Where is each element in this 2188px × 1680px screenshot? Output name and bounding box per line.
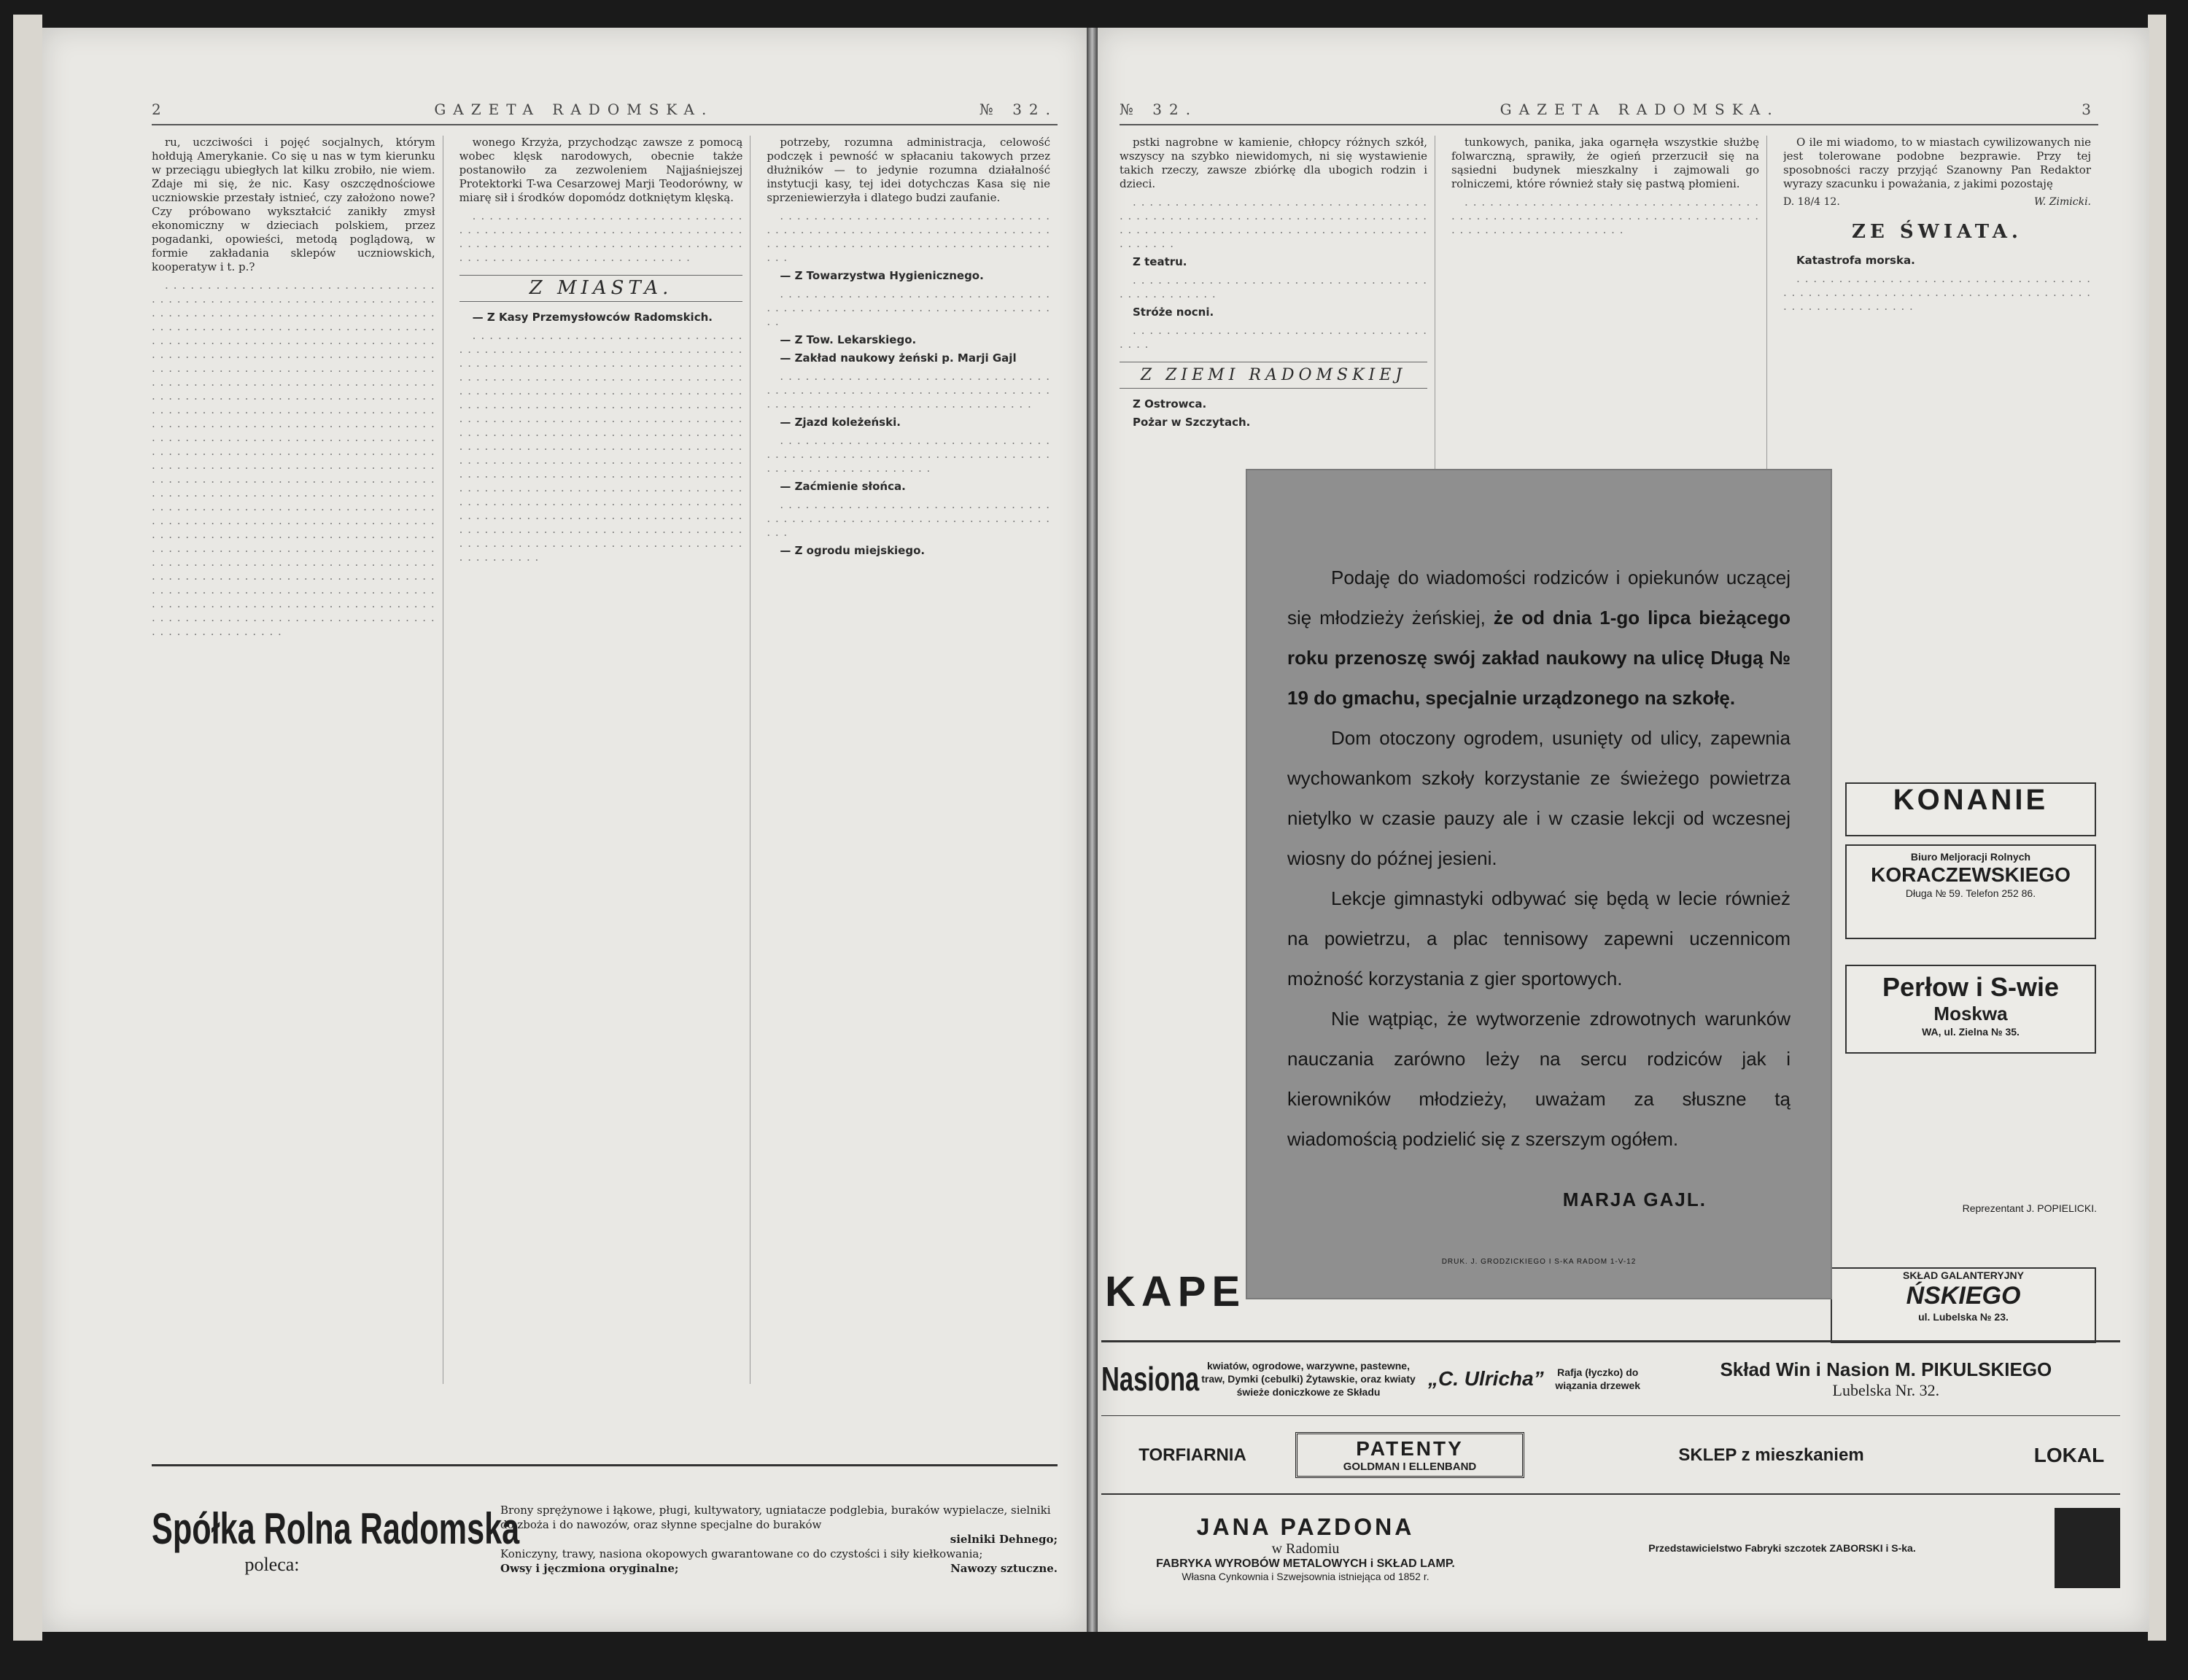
- headline-z-ostrowca: Z Ostrowca.: [1133, 397, 1207, 411]
- ad-line-2: sielniki Dehnego;: [950, 1533, 1058, 1546]
- headline-z-teatru: Z teatru.: [1133, 255, 1187, 268]
- left-col1-paragraph: ru, uczciwości i pojęć socjalnych, którym hołdują Amerykanie. Co się u nas w tym kierunku w przeciągu ubiegłych lat kilku zrobiło, nie wiem. Zdaje mi się, że nic. Kasy oszczędnościowe uczniowskie przestały istnieć, czy założono nowe? Czy próbowano wykształcić zanikły zmysł ekonomiczny w dzieciach polskiem, przez pogadanki, opowieści, metodą poglądową, w formie zakładania sklepów uczniowskich, kooperatyw i t. p.?: [152, 136, 435, 273]
- spolka-rolna-brand-block: [152, 1504, 520, 1576]
- ad-nasiona: Nasiona: [1101, 1360, 1200, 1398]
- left-page: [42, 28, 1087, 1632]
- left-column-3: [767, 136, 1058, 1384]
- notice-printer-line: DRUK. J. GRODZICKIEGO I S-KA RADOM 1-V-12: [1441, 1258, 1637, 1266]
- section-z-miasta: Z MIASTA.: [459, 275, 743, 302]
- ad-zaborski: Przedstawicielstwo Fabryki szczotek ZABORSKI i S-ka.: [1648, 1542, 1916, 1554]
- left-column-2: [459, 136, 751, 1384]
- spolka-rolna-text: [500, 1503, 1058, 1576]
- issue-number-left: № 32.: [979, 101, 1058, 118]
- left-col3-body-5: . . . . . . . . . . . . . . . . . . . . . . . . . . . . . . . . . . . . . . . . . . . . . . . . . . . . . . . . . . . . . . . . . . . . .: [767, 498, 1051, 539]
- left-col3-body-3: . . . . . . . . . . . . . . . . . . . . . . . . . . . . . . . . . . . . . . . . . . . . . . . . . . . . . . . . . . . . . . . . . . . . . . . . . . . . . . . . . . . . . . . . . . . . . . . . . .: [767, 370, 1051, 411]
- ad-galanteryjny: [1831, 1267, 2096, 1343]
- ad-pikulski-1: Skład Win i Nasion M. PIKULSKIEGO: [1720, 1358, 2052, 1380]
- left-running-head: [152, 101, 1058, 125]
- ad-meljoracji-3: Długa № 59. Telefon 252 86.: [1905, 887, 2036, 899]
- right-col2-paragraph: tunkowych, panika, jaka ogarnęła wszystkie służbę folwarczną, sprawiły, że ogień przerzucił się na sąsiedni budynek mieszkalny i zajmowali go rolniczemi, które również stały się pastwą płomieni.: [1451, 136, 1759, 190]
- left-col1-body: . . . . . . . . . . . . . . . . . . . . . . . . . . . . . . . . . . . . . . . . . . . . . . . . . . . . . . . . . . . . . . . . . . . . . . . . . . . . . . . . . . . . . . . . . . . . . . . . . . . . . . . . . . . . . . . . . . . . . . . . . . . . . . . . . . . . . . . . . . . . . . . . . . . . . . . . . . . . . . . . . . . . . . . . . . . . . . . . . . . . . . . . . . . . . . . . . . . . . . . . . . . . . . . . . . . . . . . . . . . . . . . . . . . . . . . . . . . . . . . . . . . . . . . . . . . . . . . . . . . . . . . . . . . . . . . . . . . . . . . . . . . . . . . . . . . . . . . . . . . . . . . . . . . . . . . . . . . . . . . . . . . . . . . . . . . . . . . . . . . . . . . . . . . . . . . . . . . . . . . . . . . . . . . . . . . . . . . . . . . . . . . . . . . . . . . . . . . . . . . . . . . . . . . . . . . . . . . . . . . . . . . . . . . . . . . . . . . . . . . . . . . . . . . . . . . . . . . . . . . . . . . . . . . . . . . . . . . . . . . . . . . . . . . . . . . . . . . . . . . . . . . . . . . . . . . . . . . . . . . . . . . . . . . . . . . . . . . . . . . . . . . . . . . . . . . . . . . . . . . . . . . . . . . . . . . . . . . . . . . . . . . . . . . . . . . . . . . . . . . . . . . . . . . . . . . . . . . . . . . . . . . . . . . . . . . . . . . . . . . . . . . . . . . . . . . . . . . . . . . . . . . . . . . . . . . . . . . . . . . . . . . . . . . . . . . . . . . . . . . . . . . . . . . . . . . . . . . . . . . . . . . . . . . . . . . . . . . . . . . . . . . . . . . . . . . . . . . . . . . . . . . . . . . . . . . . . . . . . . . . . . . . . . . . . . . . . . . . . . . . . . . . . . . . . . . . . . . . . . . . . . . . . . . . . . . . . . . . . . . . . . . . . . . . . . . . . . . . . . . . . . . .: [152, 279, 435, 638]
- headline-ogrod-miejski: — Z ogrodu miejskiego.: [780, 544, 926, 557]
- headline-stroze-nocni: Stróże nocni.: [1133, 306, 1214, 319]
- right-col3-paragraph: O ile mi wiadomo, to w miastach cywilizowanych nie jest tolerowane podobne bezprawie. Przy tej sposobności raczy przyjąć Szanowny Pan Redaktor wyrazy szacunku i poważania, z jakimi pozostaję: [1783, 136, 2091, 190]
- headline-tow-lekarskiego: — Z Tow. Lekarskiego.: [780, 333, 917, 346]
- ad-kapela: KAPE: [1105, 1268, 1246, 1315]
- ad-pazdon-4: Własna Cynkownia i Szwejsownia istniejąca od 1852 r.: [1182, 1571, 1429, 1582]
- ad-nasiona-text: kwiatów, ogrodowe, warzywne, pastewne, traw, Dymki (cebulki) Żytawskie, oraz kwiaty świeże doniczkowe ze Składu: [1201, 1360, 1416, 1398]
- letter-signature: W. Zimicki.: [2033, 196, 2091, 208]
- book-gutter: [1087, 28, 1098, 1632]
- ad-galanteryjny-1: SKŁAD GALANTERYJNY: [1903, 1269, 2024, 1281]
- notice-paragraph-2: Dom otoczony ogrodem, usunięty od ulicy, zapewnia wychowankom szkoły korzystanie ze świeżego powietrza nietylko w czasie pauzy ale i w czasie lekcji od wczesnej wiosny do późnej jesieni.: [1287, 727, 1791, 869]
- page-number-left: 2: [152, 101, 168, 118]
- section-z-ziemi-radomskiej: Z ZIEMI RADOMSKIEJ: [1120, 362, 1427, 389]
- left-column-1: [152, 136, 443, 1384]
- notice-p1-bold: że od dnia 1-go lipca bieżącego roku przenoszę swój zakład naukowy na ulicę Długą № 19 do gmachu, specjalnie urządzonego na szkołę.: [1287, 607, 1791, 709]
- ad-galanteryjny-2: ŃSKIEGO: [1906, 1282, 2021, 1310]
- headline-zjazd-kolezenski: — Zjazd koleżeński.: [780, 416, 901, 429]
- ad-popielicki: Reprezentant J. POPIELICKI.: [1962, 1202, 2097, 1214]
- notice-body: [1287, 558, 1791, 1159]
- ad-pazdon-row: [1101, 1497, 2120, 1599]
- ad-second-row: [1101, 1417, 2120, 1495]
- left-col2-paragraph: wonego Krzyża, przychodząc zawsze z pomocą wobec klęsk narodowych, obecnie także postanowiło za zezwoleniem Najjaśniejszej Protektorki T-wa Cesarzowej Marji Teodorówny, w miarę sił i środków dopomódz dotkniętym klęską.: [459, 136, 743, 204]
- ad-patenty: PATENTY: [1356, 1437, 1464, 1460]
- headline-kasa-przemyslowcow: — Z Kasy Przemysłowców Radomskich.: [472, 311, 713, 324]
- masthead-right: GAZETA RADOMSKA.: [1500, 101, 1780, 118]
- marja-gajl-notice: [1247, 470, 1831, 1298]
- spolka-rolna-brand: Spółka Rolna Radomska: [152, 1504, 520, 1553]
- ad-pikulski-2: Lubelska Nr. 32.: [1832, 1380, 1940, 1399]
- headline-pozar-szczytach: Pożar w Szczytach.: [1133, 416, 1251, 429]
- left-col3-body-2: . . . . . . . . . . . . . . . . . . . . . . . . . . . . . . . . . . . . . . . . . . . . . . . . . . . . . . . . . . . . . . . . . . . .: [767, 287, 1051, 328]
- spolka-rolna-ad: [152, 1464, 1058, 1612]
- ad-pazdon-2: w Radomiu: [1271, 1541, 1340, 1557]
- ad-meljoracji: [1845, 844, 2096, 939]
- ad-torfiarnia: TORFIARNIA: [1138, 1444, 1246, 1465]
- notice-paragraph-3: Lekcje gimnastyki odbywać się będą w lecie również na powietrzu, a plac tennisowy zapewni uczennicom możność korzystania z gier sportowych.: [1287, 887, 1791, 989]
- right-col2-body: . . . . . . . . . . . . . . . . . . . . . . . . . . . . . . . . . . . . . . . . . . . . . . . . . . . . . . . . . . . . . . . . . . . . . . . . . . . . . . . . . . . . . . . . . . . . .: [1451, 195, 1759, 236]
- page-number-right: 3: [2082, 101, 2098, 118]
- left-col3-body-4: . . . . . . . . . . . . . . . . . . . . . . . . . . . . . . . . . . . . . . . . . . . . . . . . . . . . . . . . . . . . . . . . . . . . . . . . . . . . . . . . . . . . . .: [767, 434, 1051, 475]
- ad-meljoracji-1: Biuro Meljoracji Rolnych: [1910, 851, 2031, 863]
- ad-galanteryjny-3: ul. Lubelska № 23.: [1918, 1311, 2009, 1323]
- ad-line-1: Brony sprężynowe i łąkowe, pługi, kultywatory, ugniatacze podglebia, buraków wypielacze, sielniki do zboża i do nawozów, oraz słynne specjalne do buraków: [500, 1504, 1051, 1531]
- headline-zaklad-naukowy: — Zakład naukowy żeński p. Marji Gajl: [780, 351, 1017, 365]
- ad-pazdon-1: JANA PAZDONA: [1196, 1514, 1415, 1540]
- ad-perlow-addr: WA, ul. Zielna № 35.: [1922, 1026, 2020, 1038]
- notice-signature: MARJA GAJL.: [1562, 1189, 1707, 1210]
- spolka-rolna-poleca: poleca:: [244, 1553, 300, 1575]
- right-running-head: [1120, 101, 2098, 125]
- ad-patenty-2: GOLDMAN I ELLENBAND: [1343, 1461, 1477, 1473]
- left-book-edge: [13, 15, 42, 1641]
- notice-paragraph-1: [1287, 558, 1791, 718]
- ad-konanie-title: KONANIE: [1893, 784, 2049, 816]
- right-col1-paragraph: pstki nagrobne w kamienie, chłopcy różnych szkół, wszyscy na szybko niewidomych, ni się wystawienie takich rzeczy, zawsze zbiórkę dla ubogich rodzin i dzieci.: [1120, 136, 1427, 190]
- ad-perlow-city: Moskwa: [1933, 1003, 2008, 1024]
- ad-ulrich: „C. Ulricha”: [1428, 1367, 1544, 1390]
- ad-lokal: LOKAL: [2033, 1443, 2105, 1466]
- left-col3-body: . . . . . . . . . . . . . . . . . . . . . . . . . . . . . . . . . . . . . . . . . . . . . . . . . . . . . . . . . . . . . . . . . . . . . . . . . . . . . . . . . . . . . . . . . . . . . . . . . . . . . . .: [767, 209, 1051, 264]
- left-col3-paragraph: potrzeby, rozumna administracja, celowość podczęk i pewność w spłacaniu takowych przez dłużników — to jedynie rozumna działalność instytucji kasy, tej idei dotychczas Kasa się nie sprzeniewierzyła i dlatego budzi zaufanie.: [767, 136, 1051, 204]
- ad-meljoracji-2: KORACZEWSKIEGO: [1871, 863, 2071, 886]
- left-columns: [152, 136, 1058, 1384]
- right-col3-body: . . . . . . . . . . . . . . . . . . . . . . . . . . . . . . . . . . . . . . . . . . . . . . . . . . . . . . . . . . . . . . . . . . . . . . . . . . . . . . . . . . . . . . . .: [1783, 272, 2091, 313]
- left-col2-body-2: . . . . . . . . . . . . . . . . . . . . . . . . . . . . . . . . . . . . . . . . . . . . . . . . . . . . . . . . . . . . . . . . . . . . . . . . . . . . . . . . . . . . . . . . . . . . . . . . . . . . . . . . . . . . . . . . . . . . . . . . . . . . . . . . . . . . . . . . . . . . . . . . . . . . . . . . . . . . . . . . . . . . . . . . . . . . . . . . . . . . . . . . . . . . . . . . . . . . . . . . . . . . . . . . . . . . . . . . . . . . . . . . . . . . . . . . . . . . . . . . . . . . . . . . . . . . . . . . . . . . . . . . . . . . . . . . . . . . . . . . . . . . . . . . . . . . . . . . . . . . . . . . . . . . . . . . . . . . . . . . . . . . . . . . . . . . . . . . . . . . . . . . . . . . . . . . . . . . . . . . . . . . . . . . . . . . . . . . . . . . . . . . . . . . . . . . . . . . . . . . . . . . . . . . . . . . . . . . . . . . . . . . . . . . . . . . . . . . . . . . . . . . . . . . . . . . . . . . . . . . . . . . . . . . . . . . . . . . . . . . . . . . . . . . . . . . . . . . . . . . . . . . . . . . . . . . . . . . . . . . . . . . . . . . . . . . . . . . . . . . . . . . . . . . . . . .: [459, 329, 743, 564]
- ad-perlow: [1845, 965, 2096, 1054]
- headline-katastrofa-morska: Katastrofa morska.: [1796, 254, 1915, 267]
- right-col1-body-2: . . . . . . . . . . . . . . . . . . . . . . . . . . . . . . . . . . . . . . . . . . . . . . .: [1120, 273, 1427, 300]
- ad-line-4: Owsy i jęczmiona oryginalne;: [500, 1562, 679, 1575]
- ad-nasiona-row: [1101, 1340, 2120, 1416]
- right-book-edge: [2148, 15, 2166, 1641]
- section-ze-swiata: ZE ŚWIATA.: [1852, 221, 2022, 243]
- ad-line-5: Nawozy sztuczne.: [950, 1562, 1058, 1575]
- ad-rafia: Rafja (łyczko) do wiązania drzewek: [1555, 1366, 1641, 1391]
- headline-tow-hygienicznego: — Z Towarzystwa Hygienicznego.: [780, 269, 984, 282]
- ad-konanie: [1845, 782, 2096, 836]
- ad-sklep: SKLEP z mieszkaniem: [1678, 1444, 1864, 1465]
- headline-zacmienie-slonca: — Zaćmienie słońca.: [780, 480, 906, 493]
- letter-date: D. 18/4 12.: [1783, 196, 1840, 208]
- left-col2-body: . . . . . . . . . . . . . . . . . . . . . . . . . . . . . . . . . . . . . . . . . . . . . . . . . . . . . . . . . . . . . . . . . . . . . . . . . . . . . . . . . . . . . . . . . . . . . . . . . . . . . . . . . . . . . . . . . . . . . . . . . . . . . . . .: [459, 209, 743, 264]
- right-col1-body: . . . . . . . . . . . . . . . . . . . . . . . . . . . . . . . . . . . . . . . . . . . . . . . . . . . . . . . . . . . . . . . . . . . . . . . . . . . . . . . . . . . . . . . . . . . . . . . . . . . . . . . . . . . . . . . . . . . .: [1120, 195, 1427, 250]
- ad-line-3: Koniczyny, trawy, nasiona okopowych gwarantowane co do czystości i siły kiełkowania;: [500, 1547, 983, 1560]
- right-col1-body-3: . . . . . . . . . . . . . . . . . . . . . . . . . . . . . . . . . . . . . . .: [1120, 324, 1427, 351]
- notice-paragraph-4: Nie wątpiąc, że wytworzenie zdrowotnych warunków nauczania zarówno leży na sercu rodziców jak i kierowników młodzieży, uważam za słuszne tą wiadomością podzielić się z szerszym ogółem.: [1287, 1008, 1791, 1150]
- ad-hardware-icon: [2055, 1508, 2120, 1588]
- masthead-left: GAZETA RADOMSKA.: [434, 101, 714, 118]
- ad-pazdon-3: FABRYKA WYROBÓW METALOWYCH i SKŁAD LAMP.: [1156, 1558, 1455, 1570]
- issue-number-right: № 32.: [1120, 101, 1198, 118]
- notice-p1-pre: Podaję do wiadomości rodziców i opiekunów uczącej się młodzieży żeńskiej,: [1287, 567, 1791, 629]
- ad-perlow-name: Perłow i S-wie: [1882, 972, 2060, 1002]
